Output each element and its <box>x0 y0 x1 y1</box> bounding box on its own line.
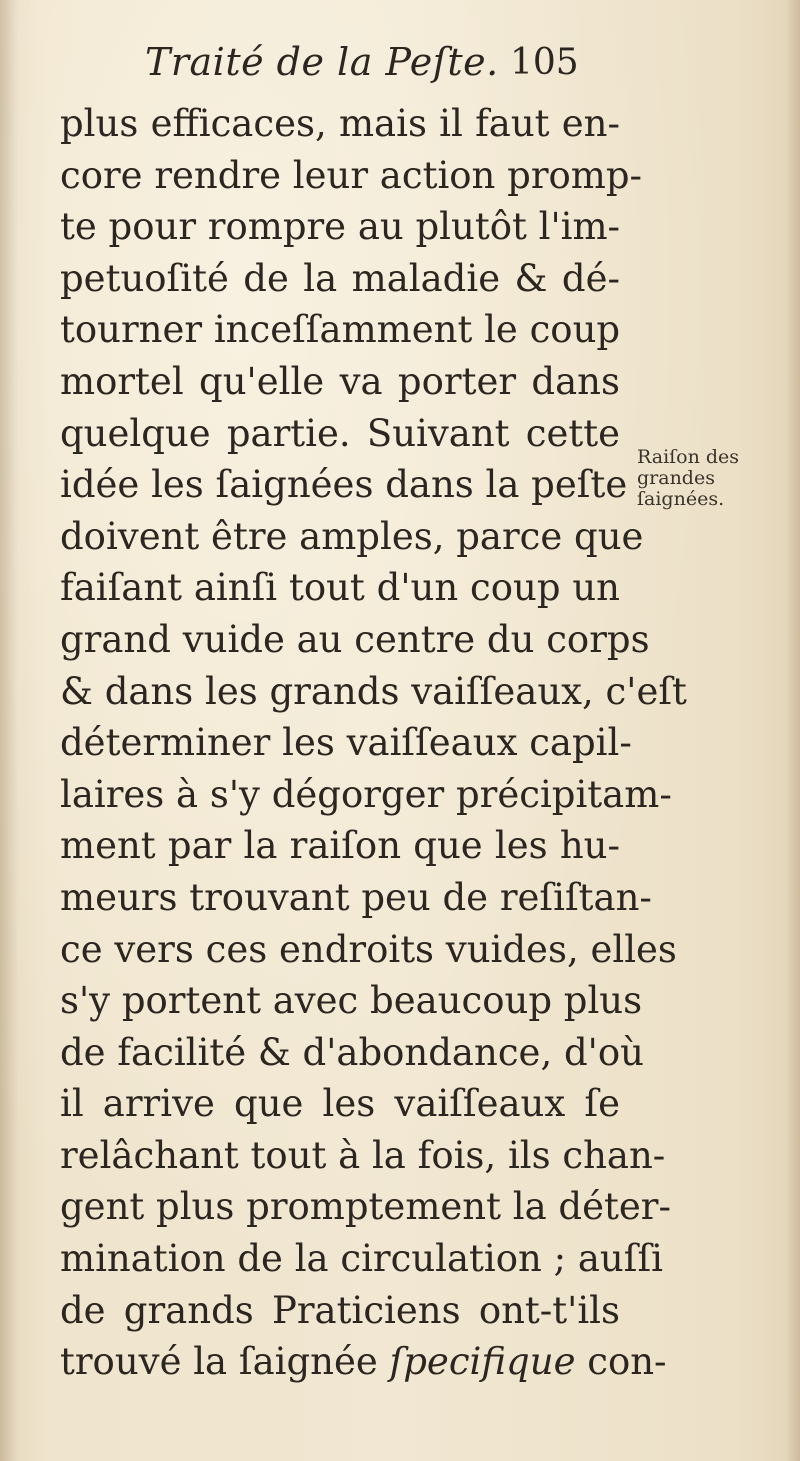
text-line: idée les ſaignées dans la peſte <box>60 463 628 507</box>
text-line-last <box>60 1336 667 1388</box>
text-line: meurs trouvant peu de reſiſtan- <box>60 875 652 919</box>
text-line: ce vers ces endroits vuides, elles <box>60 927 677 971</box>
text-line: petuoſité de la maladie & dé- <box>60 256 620 300</box>
text-line: gent plus promptement la déter- <box>60 1185 671 1229</box>
margin-note-line: grandes <box>637 467 715 489</box>
text-line: core rendre leur action promp- <box>60 153 643 197</box>
text-line: mination de la circulation ; auſſi <box>60 1237 663 1281</box>
text-line: s'y portent avec beaucoup plus <box>60 979 643 1023</box>
text-line: tourner inceſſamment le coup <box>60 308 621 352</box>
page-header <box>145 40 625 100</box>
text-segment: con- <box>587 1340 667 1384</box>
text-line: de facilité & d'abondance, d'où <box>60 1030 644 1074</box>
text-line: il arrive que les vaiſſeaux ſe <box>60 1082 620 1126</box>
running-title: Traité de la Peſte. <box>145 40 499 84</box>
text-line: te pour rompre au plutôt l'im- <box>60 205 621 249</box>
text-line: grand vuide au centre du corps <box>60 617 650 661</box>
text-line: faiſant ainſi tout d'un coup un <box>60 566 620 610</box>
margin-note-line: ſaignées. <box>637 488 725 510</box>
text-line: doivent être amples, parce que <box>60 514 644 558</box>
text-line: de grands Praticiens ont-t'ils <box>60 1288 620 1332</box>
margin-note-line: Raiſon des <box>637 446 740 468</box>
text-line: relâchant tout à la fois, ils chan- <box>60 1133 666 1177</box>
text-line: quelque partie. Suivant cette <box>60 411 620 455</box>
text-segment: trouvé la ſaignée <box>60 1340 378 1384</box>
text-line: ment par la raiſon que les hu- <box>60 824 620 868</box>
margin-note <box>637 447 797 510</box>
text-line: déterminer les vaiſſeaux capil- <box>60 721 632 765</box>
text-line: & dans les grands vaiſſeaux, c'eſt <box>60 669 687 713</box>
text-line: plus efficaces, mais il faut en- <box>60 102 620 145</box>
page-number: 105 <box>510 42 579 83</box>
text-line: laires à s'y dégorger précipitam- <box>60 772 672 816</box>
italic-word: ſpecifique <box>389 1340 576 1384</box>
page-spine-shadow <box>0 0 18 1461</box>
page-edge-shadow <box>786 0 800 1461</box>
text-line: mortel qu'elle va porter dans <box>60 359 620 403</box>
